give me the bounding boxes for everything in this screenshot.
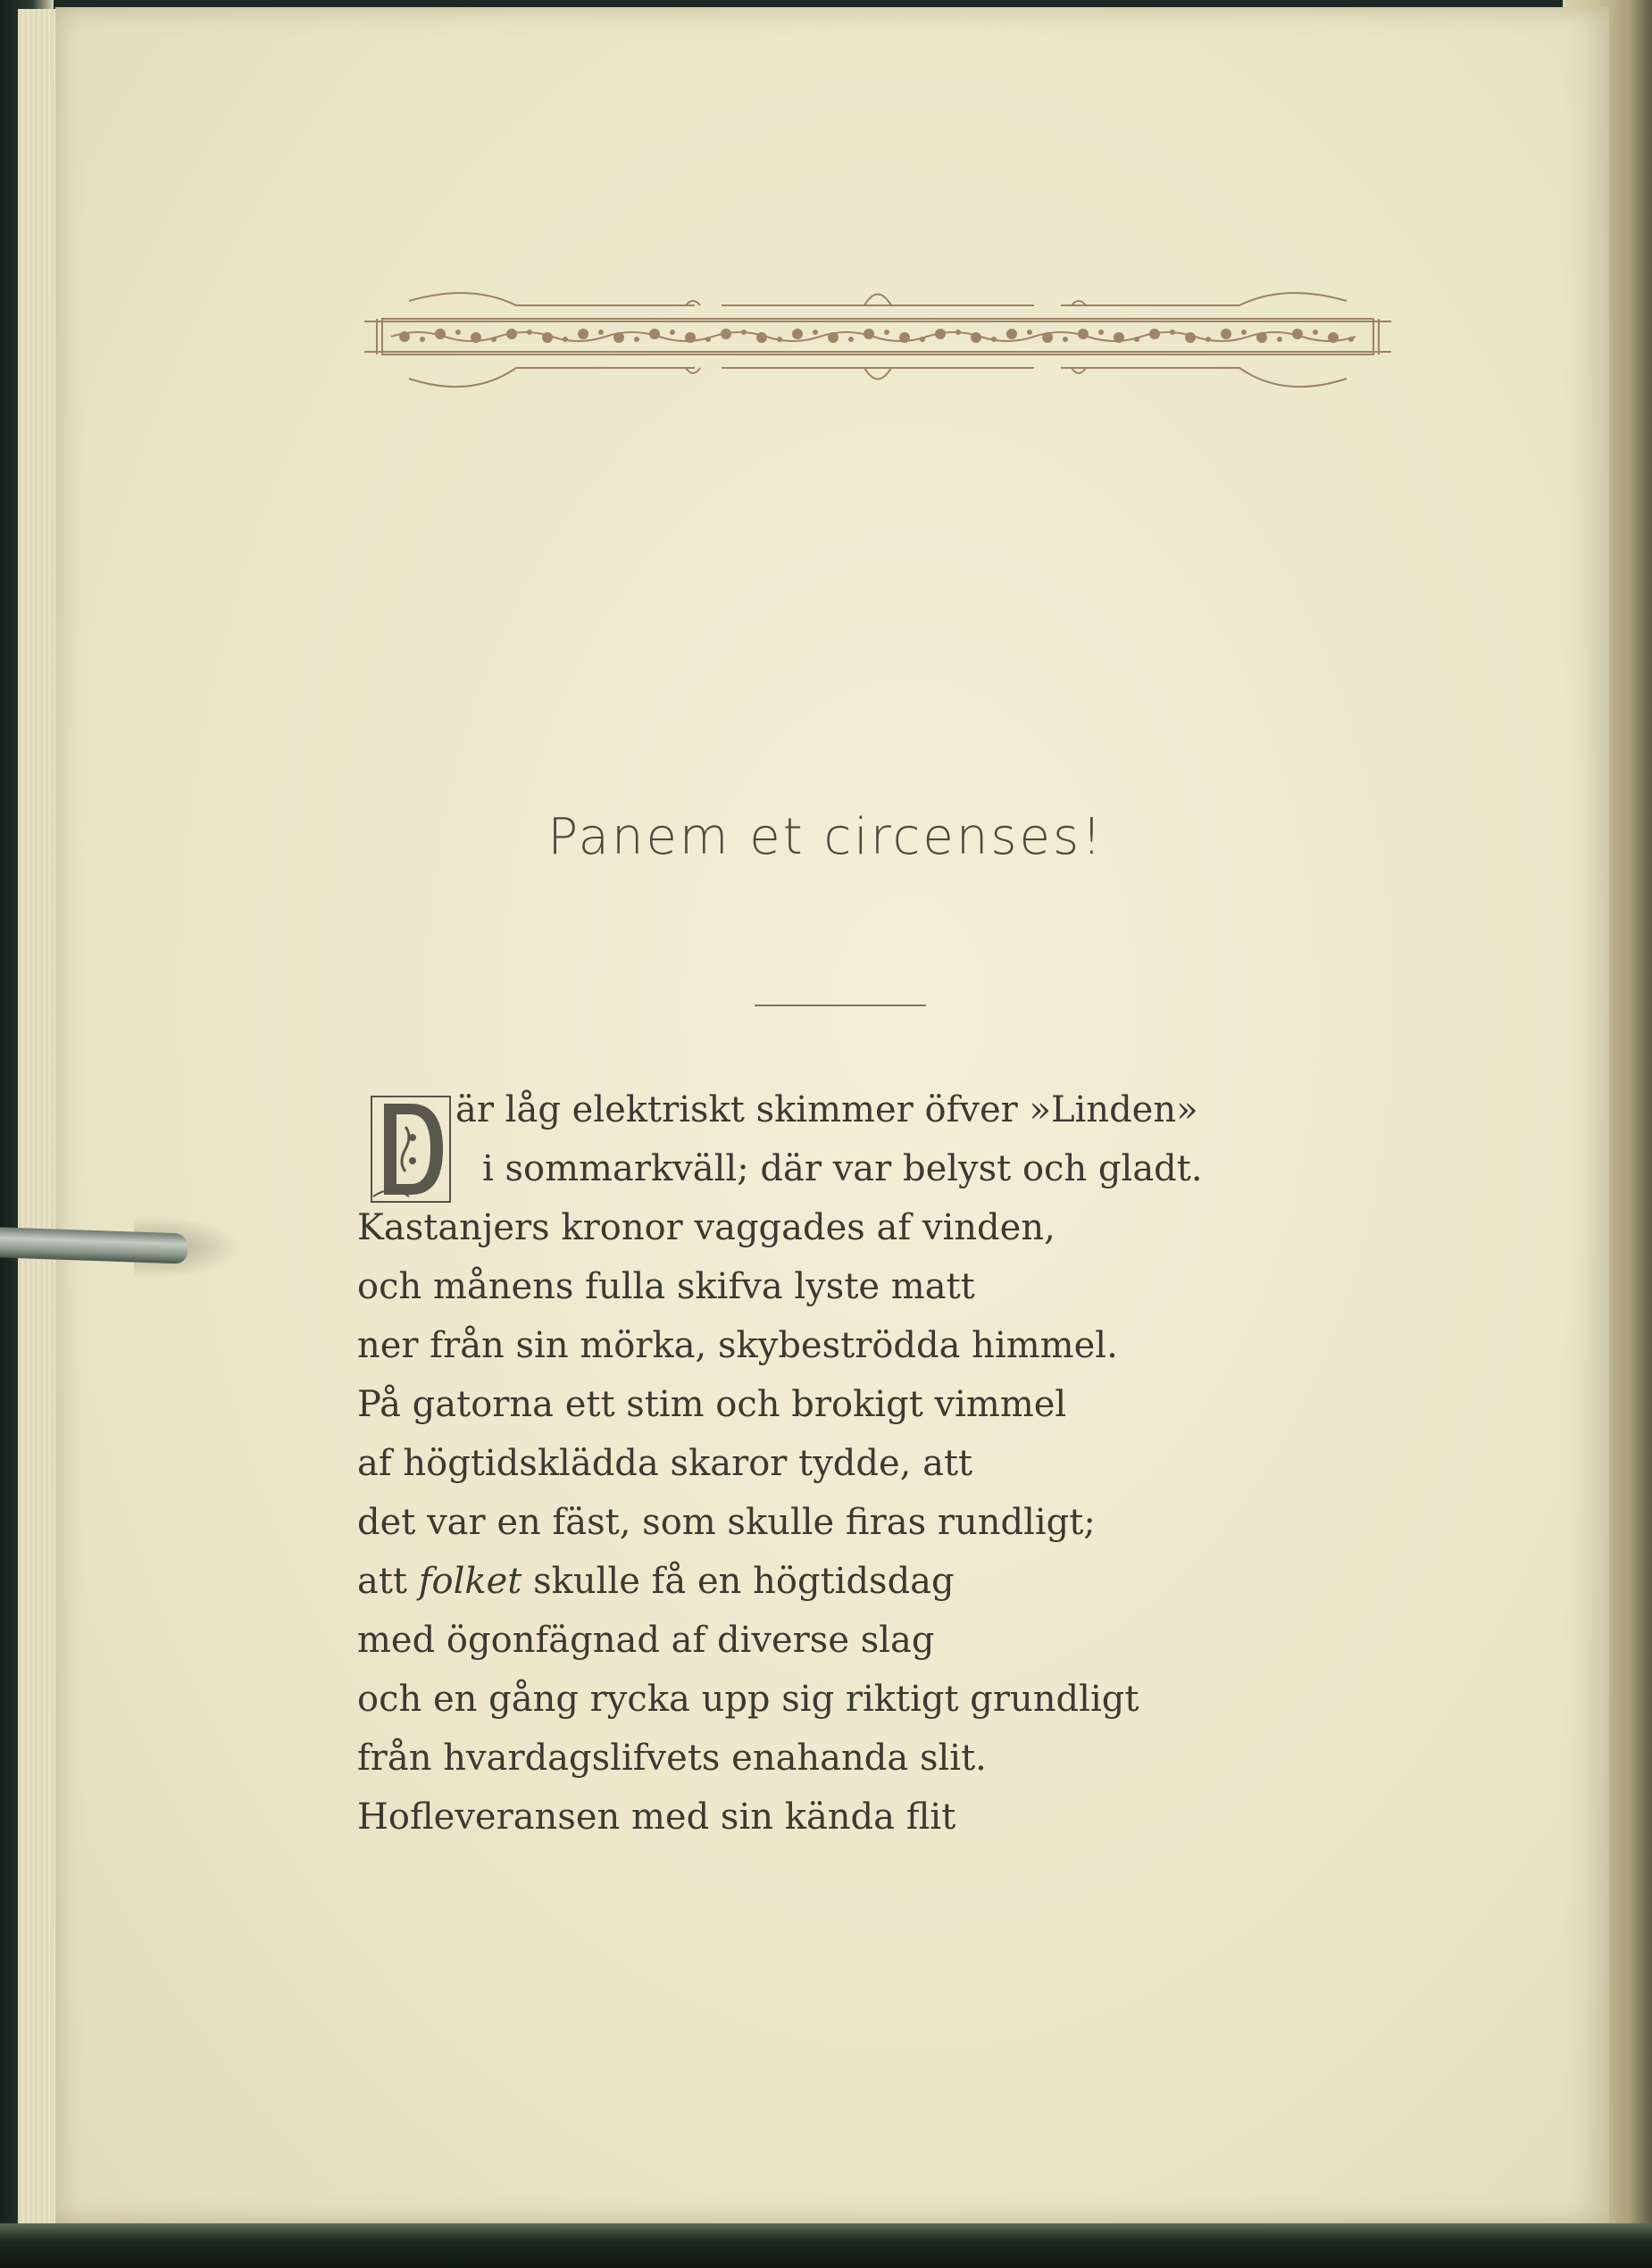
poem-line-8: det var en fäst, som skulle firas rundligt; [357, 1502, 1096, 1543]
poem-line-12: från hvardagslifvets enahanda slit. [357, 1738, 987, 1779]
poem-line-6: På gatorna ett stim och brokigt vimmel [357, 1384, 1067, 1425]
book-cover-bottom [0, 2223, 1652, 2268]
poem-line-1: är låg elektriskt skimmer öfver »Linden» [455, 1089, 1198, 1130]
poem-line-7: af högtidsklädda skaror tydde, att [357, 1443, 973, 1484]
dropcap-letter: D [411, 1203, 412, 1204]
title-rule [755, 1005, 926, 1006]
bookmark-ribbon [0, 1227, 188, 1263]
poem-line-9-after: skulle få en högtidsdag [521, 1561, 955, 1602]
poem-body [357, 1080, 1357, 1847]
poem-line-5: ner från sin mörka, skybeströdda himmel. [357, 1325, 1118, 1366]
poem-line-10: med ögonfägnad af diverse slag [357, 1620, 935, 1661]
poem-line-11: och en gång rycka upp sig riktigt grundligt [357, 1679, 1139, 1720]
poem-line-13: Hofleveransen med sin kända flit [357, 1797, 956, 1838]
poem-title: Panem et circenses! [547, 808, 1105, 866]
poem-line-9 [357, 1552, 1357, 1611]
poem-line-4: och månens fulla skifva lyste matt [357, 1266, 975, 1307]
poem-line-9-before: att [357, 1561, 419, 1602]
poem-line-9-italic: folket [418, 1561, 522, 1602]
poem-line-3: Kastanjers kronor vaggades af vinden, [357, 1207, 1055, 1248]
poem-line-2: i sommarkväll; där var belyst och gladt. [482, 1148, 1203, 1189]
headpiece-ornament [364, 279, 1391, 404]
